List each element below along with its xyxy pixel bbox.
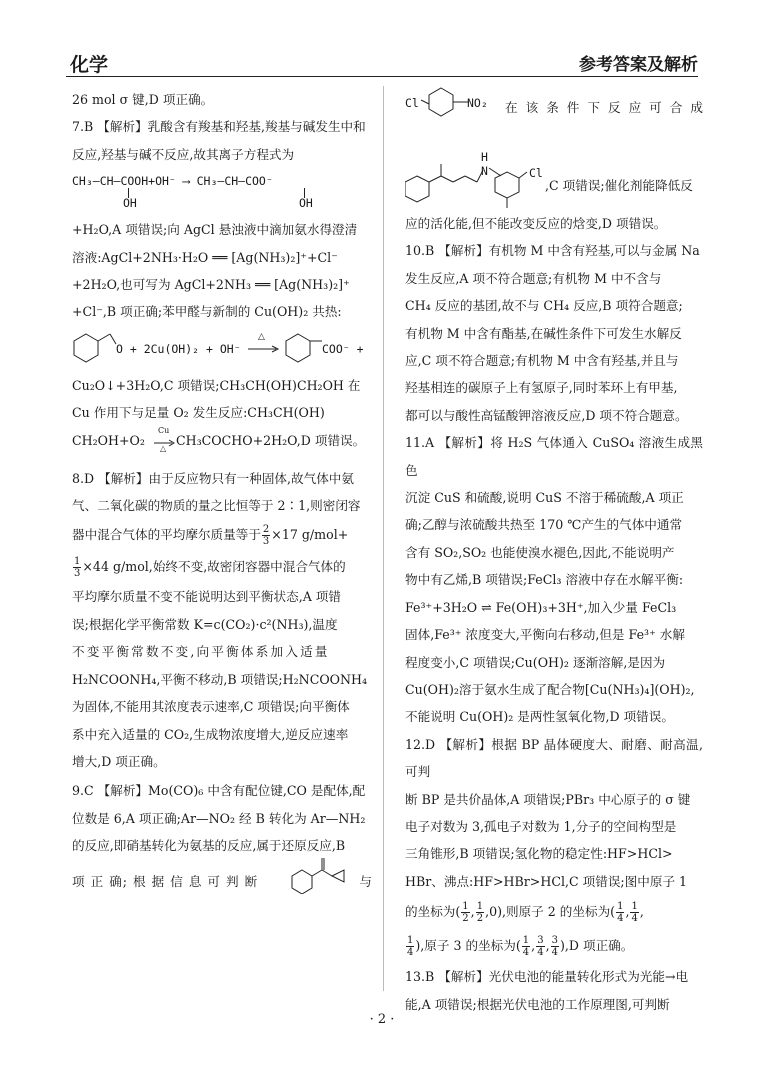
text-line: 应,C 项不符合题意;有机物 M 中含有羟基,并且与	[405, 353, 679, 369]
denominator: 4	[522, 947, 530, 959]
fraction	[262, 524, 270, 547]
amine-hydrogen: H	[481, 150, 488, 164]
text-line: +Cl⁻,B 项正确;苯甲醛与新制的 Cu(OH)₂ 共热:	[72, 304, 342, 320]
text-fragment: ×44 g/mol,始终不变,故密闭容器中混合气体的	[82, 559, 346, 575]
fraction	[630, 901, 638, 924]
chloro-group: Cl	[405, 96, 419, 110]
right-column	[405, 86, 703, 1018]
text-line: 物中有乙烯,B 项错误;FeCl₃ 溶液中存在水解平衡:	[405, 572, 684, 588]
fraction	[476, 901, 484, 924]
text-line: HBr、沸点:HF>HBr>HCl,C 项错误;图中原子 1	[405, 873, 688, 889]
q7-equation-2	[72, 326, 372, 372]
fraction	[73, 556, 81, 579]
text-line: 的坐标为( $\frac{1}{2}$ , $\frac{1}{2}$ ,0),则原子 2 的坐标为( $\frac{1}{4}$ , $\frac{1}{4}$ ,	[405, 901, 644, 925]
numerator: 1	[617, 901, 624, 913]
fraction	[406, 935, 414, 958]
cyclopropyl-styrene-structure	[290, 854, 346, 894]
catalyst-label: Cu	[158, 425, 170, 435]
q8-heading: 8.D 【解析】由于反应物只有一种固体,故气体中氨	[72, 470, 354, 486]
text-line: $\frac{1}{4}$ ),原子 3 的坐标为( $\frac{1}{4}$ , $\frac{3}{4}$ , $\frac{3}{4}$ ),D 项正确。	[407, 935, 634, 959]
text-line	[72, 551, 372, 583]
product-structure-line	[405, 132, 703, 210]
text-line: 位数是 6,A 项正确;Ar—NO₂ 经 B 转化为 Ar—NH₂	[72, 810, 366, 826]
text-line: 气、二氧化碳的物质的量之比恒等于 2∶1,则密闭容	[72, 498, 361, 514]
text-line: 为固体,不能用其浓度表示速率,C 项错误;向平衡体	[72, 699, 350, 715]
text-line: CH₃COCHO+2H₂O,D 项错误。	[176, 432, 366, 448]
text-line: +H₂O,A 项错误;向 AgCl 悬浊液中滴加氨水得澄清	[72, 222, 358, 238]
text-line: Cu 作用下与足量 O₂ 发生反应:CH₃CH(OH)	[72, 405, 325, 421]
text-line: CH₄ 反应的基团,故不与 CH₄ 反应,B 项符合题意;	[405, 298, 683, 314]
q13-heading: 13.B 【解析】光伏电池的能量转化形式为光能→电	[405, 969, 689, 985]
benzoate-structure	[284, 328, 324, 368]
text-line: 增大,D 项正确。	[72, 753, 166, 769]
text-line	[72, 519, 372, 551]
heat-symbol: △	[258, 331, 265, 342]
text-line: 含有 SO₂,SO₂ 也能使溴水褪色,因此,不能说明产	[405, 544, 675, 560]
text-line: 应的活化能,但不能改变反应的焓变,D 项错误。	[405, 216, 667, 231]
left-column	[72, 86, 372, 894]
numerator: 1	[631, 901, 638, 913]
amine-nitrogen: N	[481, 164, 488, 178]
text-line: Fe³⁺+3H₂O ⇌ Fe(OH)₃+3H⁺,加入少量 FeCl₃	[405, 599, 677, 615]
denominator: 4	[407, 947, 414, 959]
page-header	[66, 46, 698, 77]
numerator: 1	[522, 935, 530, 947]
text-line: 在 该 条 件 下 反 应 可 合 成	[505, 100, 705, 115]
numerator: 3	[551, 935, 558, 947]
numerator: 3	[537, 935, 544, 947]
header-title: 参考答案及解析	[579, 55, 698, 75]
numerator: 2	[262, 524, 270, 536]
denominator: 4	[617, 913, 624, 925]
fraction	[536, 935, 544, 958]
q10-heading: 10.B 【解析】有机物 M 中含有羟基,可以与金属 Na	[405, 243, 700, 259]
page-number: · 2 ·	[369, 1012, 395, 1027]
equation-text: CH₃—CH—COOH+OH⁻ ⟶ CH₃—CH—COO⁻	[72, 174, 273, 189]
equation-text: O + 2Cu(OH)₂ + OH⁻	[116, 341, 241, 356]
numerator: 1	[462, 901, 469, 913]
oh-group: OH	[123, 196, 137, 211]
text-line: 电子对数为 3,孤电子对数为 1,分子的空间构型是	[405, 818, 677, 834]
equation-text: COO⁻ +	[322, 341, 364, 356]
text-line: 沉淀 CuS 和硫酸,说明 CuS 不溶于稀硫酸,A 项正	[405, 490, 684, 506]
q7-equation-1	[72, 168, 372, 216]
chloro-group: Cl	[529, 166, 543, 180]
fraction	[616, 901, 624, 924]
q7-heading: 7.B 【解析】乳酸含有羧基和羟基,羧基与碱发生中和	[72, 119, 366, 135]
numerator: 1	[74, 556, 81, 568]
text-fragment: 的坐标为(	[405, 904, 461, 920]
oh-group: OH	[299, 196, 313, 211]
text-line: 确;乙醇与浓硫酸共热至 170 ℃产生的气体中通常	[405, 517, 683, 533]
text-line: 发生反应,A 项不符合题意;有机物 M 中不含与	[405, 270, 662, 286]
q12-heading: 12.D 【解析】根据 BP 晶体硬度大、耐磨、耐高温,可判	[405, 736, 703, 780]
text-line: 项 正 确; 根 据 信 息 可 判 断	[72, 873, 259, 889]
product-structure	[405, 132, 545, 210]
text-line: 平均摩尔质量不变不能说明达到平衡状态,A 项错	[72, 589, 341, 605]
benzaldehyde-structure	[72, 328, 118, 368]
text-line: 羟基相连的碳原子上有氢原子,同时苯环上有甲基,	[405, 380, 678, 396]
text-fragment: 与	[359, 873, 372, 889]
text-fragment: ),原子 3 的坐标为(	[415, 938, 521, 954]
q9-heading: 9.C 【解析】Mo(CO)₆ 中含有配位键,CO 是配体,配	[72, 783, 366, 799]
heat-symbol: △	[160, 443, 167, 453]
text-line: 系中充入适量的 CO₂,生成物浓度增大,逆反应速率	[72, 726, 349, 742]
text-line: CH₂OH+O₂	[72, 432, 145, 448]
text-line: +2H₂O,也可写为 AgCl+2NH₃ ══ [Ag(NH₃)₂]⁺	[72, 277, 350, 293]
nitro-group: NO₂	[467, 96, 488, 110]
denominator: 2	[476, 913, 484, 925]
text-line: ,C 项错误;催化剂能降低反	[545, 178, 693, 193]
text-line: Cu₂O↓+3H₂O,C 项错误;CH₃CH(OH)CH₂OH 在	[72, 377, 361, 393]
text-line: 反应,羟基与碱不反应,故其离子方程式为	[72, 146, 295, 162]
text-line: 三角锥形,B 项错误;氢化物的稳定性:HF>HCl>	[405, 846, 673, 862]
text-line: H₂NCOONH₄,平衡不移动,B 项错误;H₂NCOONH₄	[72, 671, 368, 687]
fraction	[522, 935, 530, 958]
denominator: 2	[462, 913, 469, 925]
numerator: 1	[476, 901, 484, 913]
text-line: 有机物 M 中含有酯基,在碱性条件下可发生水解反	[405, 325, 682, 341]
text-line: 溶液:AgCl+2NH₃·H₂O ══ [Ag(NH₃)₂]⁺+Cl⁻	[72, 249, 338, 265]
numerator: 1	[407, 935, 414, 947]
fraction	[461, 901, 469, 924]
text-line: 都可以与酸性高锰酸钾溶液反应,D 项不符合题意。	[405, 407, 688, 423]
denominator: 4	[537, 947, 544, 959]
q11-heading: 11.A 【解析】将 H₂S 气体通入 CuSO₄ 溶液生成黑色	[405, 435, 703, 478]
reaction-arrow	[248, 344, 280, 354]
text-line: Cu(OH)₂溶于氨水生成了配合物[Cu(NH₃)₄](OH)₂,	[405, 681, 695, 697]
subject-label: 化学	[70, 54, 109, 76]
denominator: 3	[262, 536, 270, 548]
fraction	[551, 935, 559, 958]
q7-final-line	[72, 427, 372, 455]
text-line: 误;根据化学平衡常数 K=c(CO₂)·c²(NH₃),温度	[72, 616, 338, 632]
q9-structure-line	[72, 860, 372, 894]
text-line: 断 BP 是共价晶体,A 项错误;PBr₃ 中心原子的 σ 键	[405, 791, 691, 807]
text-fragment: ×17 g/mol+	[271, 527, 349, 543]
text-line: 能,A 项错误;根据光伏电池的工作原理图,可判断	[405, 996, 670, 1012]
text-fragment: 器中混合气体的平均摩尔质量等于	[72, 527, 261, 543]
denominator: 4	[551, 947, 558, 959]
text-line: 26 mol σ 键,D 项正确。	[72, 92, 214, 107]
text-line: 不变平衡常数不变,向平衡体系加入适量	[72, 644, 330, 660]
text-line: 固体,Fe³⁺ 浓度变大,平衡向右移动,但是 Fe³⁺ 水解	[405, 627, 685, 643]
denominator: 4	[631, 913, 638, 925]
column-divider	[383, 86, 384, 991]
denominator: 3	[74, 568, 81, 580]
text-fragment: ,0),则原子 2 的坐标为(	[485, 904, 616, 920]
text-line: 不能说明 Cu(OH)₂ 是两性氢氧化物,D 项错误。	[405, 709, 674, 725]
text-line: 程度变小,C 项错误;Cu(OH)₂ 逐渐溶解,是因为	[405, 654, 666, 670]
chloronitrobenzene-line	[405, 86, 703, 132]
text-fragment: ),D 项正确。	[559, 938, 634, 954]
text-line: 的反应,即硝基转化为氨基的反应,属于还原反应,B	[72, 838, 346, 854]
